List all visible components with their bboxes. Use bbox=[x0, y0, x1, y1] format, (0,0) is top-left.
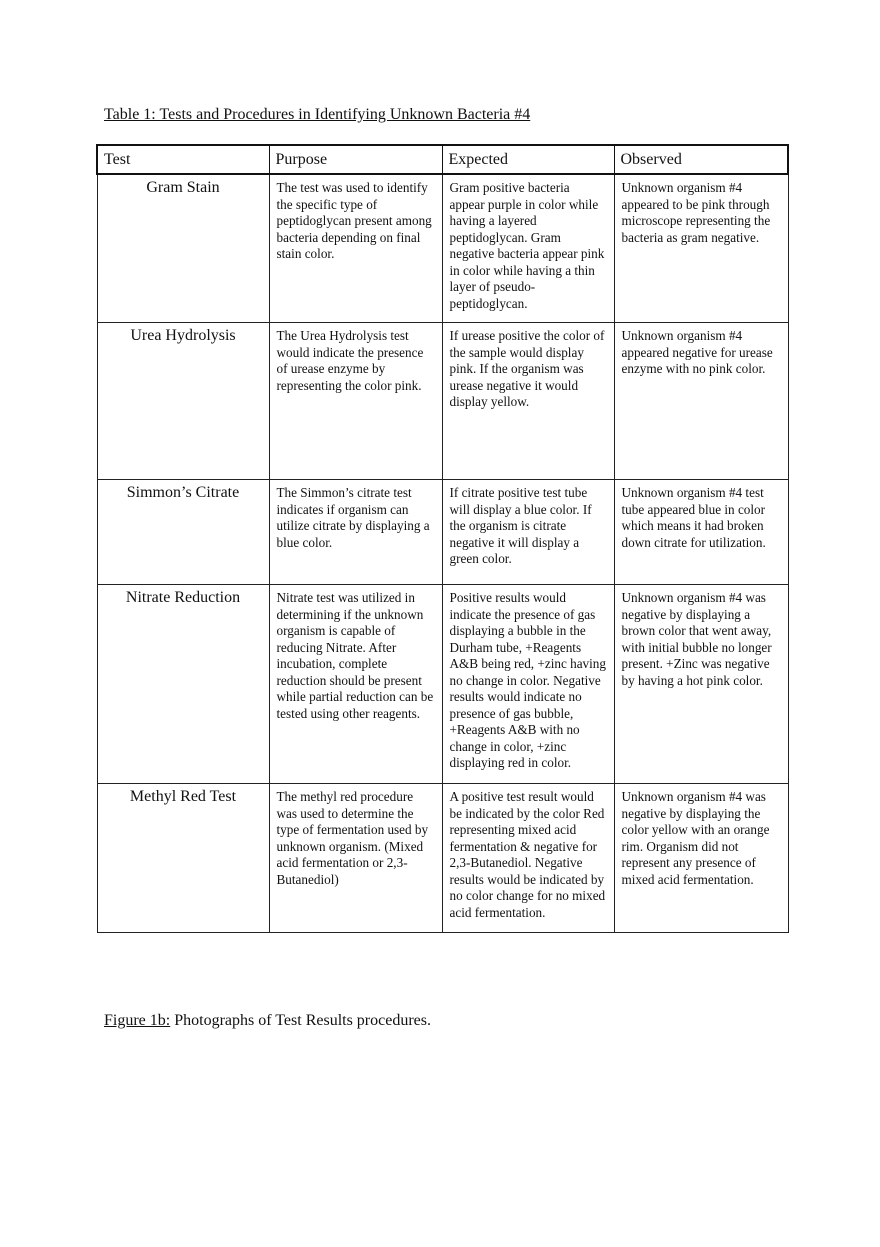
expected-cell: Positive results would indicate the presence of gas displaying a bubble in the Durham tube, +Reagents A&B being red, +zinc having no change in color. Negative results would indicate no presence of gas bubble, +Reagents A&B with no change in color, +zinc displaying red in color. bbox=[442, 585, 614, 784]
test-name-cell: Simmon’s Citrate bbox=[97, 480, 269, 585]
tests-table bbox=[96, 144, 789, 933]
observed-cell: Unknown organism #4 appeared to be pink through microscope representing the bacteria as gram negative. bbox=[614, 174, 788, 323]
table-header-row bbox=[97, 145, 788, 174]
observed-cell: Unknown organism #4 was negative by displaying a brown color that went away, with initial bubble no longer present. +Zinc was negative by having a hot pink color. bbox=[614, 585, 788, 784]
purpose-cell: The test was used to identify the specific type of peptidoglycan present among bacteria depending on final stain color. bbox=[269, 174, 442, 323]
table-row bbox=[97, 174, 788, 323]
observed-cell: Unknown organism #4 was negative by displaying the color yellow with an orange rim. Organism did not represent any presence of mixed acid fermentation. bbox=[614, 784, 788, 933]
expected-cell: If urease positive the color of the sample would display pink. If the organism was urease negative it would display yellow. bbox=[442, 323, 614, 480]
observed-cell: Unknown organism #4 test tube appeared blue in color which means it had broken down citrate for utilization. bbox=[614, 480, 788, 585]
expected-cell: Gram positive bacteria appear purple in color while having a layered peptidoglycan. Gram negative bacteria appear pink in color while having a thin layer of pseudo-peptidoglycan. bbox=[442, 174, 614, 323]
table-row bbox=[97, 784, 788, 933]
header-purpose: Purpose bbox=[269, 145, 442, 174]
test-name-cell: Nitrate Reduction bbox=[97, 585, 269, 784]
header-expected: Expected bbox=[442, 145, 614, 174]
table-row bbox=[97, 323, 788, 480]
expected-cell: A positive test result would be indicated by the color Red representing mixed acid fermentation & negative for 2,3-Butanediol. Negative results would be indicated by no color change for no mixed acid fermentation. bbox=[442, 784, 614, 933]
figure-caption-text: Photographs of Test Results procedures. bbox=[170, 1012, 431, 1029]
purpose-cell: Nitrate test was utilized in determining if the unknown organism is capable of reducing Nitrate. After incubation, complete reduction should be present while partial reduction can be tested using other reagents. bbox=[269, 585, 442, 784]
table-title: Table 1: Tests and Procedures in Identifying Unknown Bacteria #4 bbox=[104, 106, 531, 123]
table-row bbox=[97, 480, 788, 585]
purpose-cell: The Simmon’s citrate test indicates if organism can utilize citrate by displaying a blue color. bbox=[269, 480, 442, 585]
purpose-cell: The Urea Hydrolysis test would indicate the presence of urease enzyme by representing the color pink. bbox=[269, 323, 442, 480]
test-name-cell: Urea Hydrolysis bbox=[97, 323, 269, 480]
figure-caption bbox=[104, 1012, 431, 1030]
header-test: Test bbox=[97, 145, 269, 174]
figure-caption-label: Figure 1b: bbox=[104, 1012, 171, 1029]
test-name-cell: Methyl Red Test bbox=[97, 784, 269, 933]
observed-cell: Unknown organism #4 appeared negative for urease enzyme with no pink color. bbox=[614, 323, 788, 480]
test-name-cell: Gram Stain bbox=[97, 174, 269, 323]
purpose-cell: The methyl red procedure was used to determine the type of fermentation used by unknown organism. (Mixed acid fermentation or 2,3- Butanediol) bbox=[269, 784, 442, 933]
table-row bbox=[97, 585, 788, 784]
header-observed: Observed bbox=[614, 145, 788, 174]
expected-cell: If citrate positive test tube will display a blue color. If the organism is citrate negative it will display a green color. bbox=[442, 480, 614, 585]
